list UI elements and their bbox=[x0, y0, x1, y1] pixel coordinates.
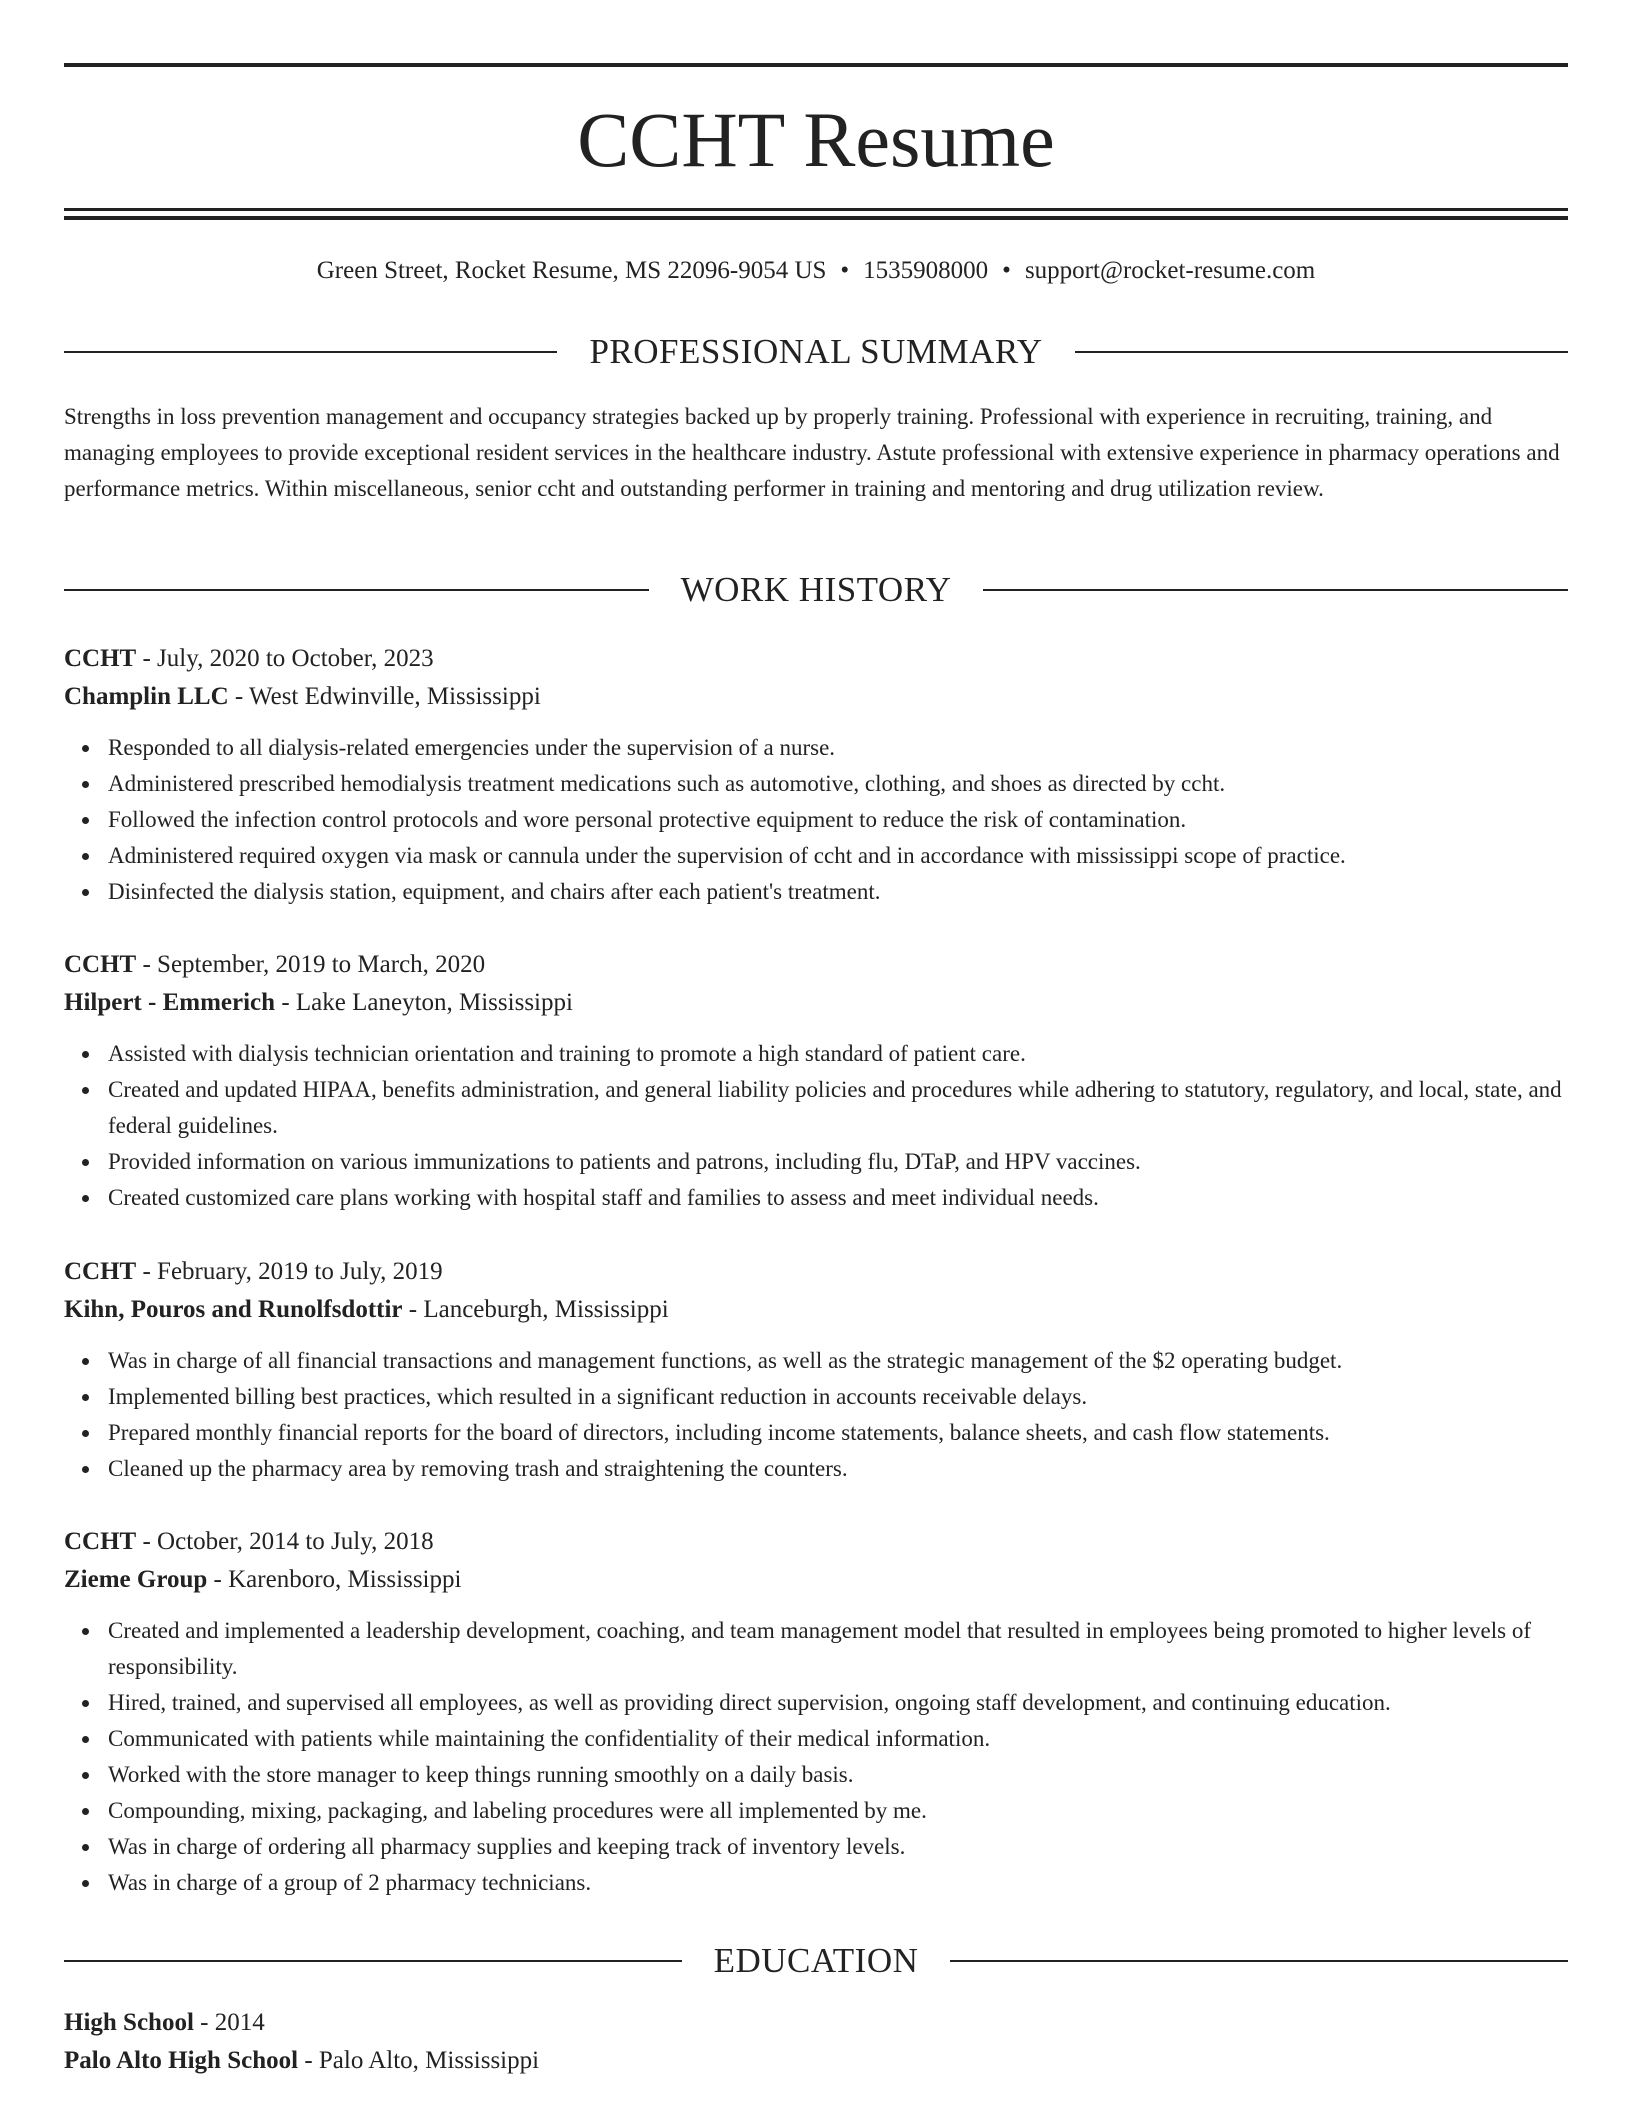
section-header-work-history bbox=[64, 565, 1568, 615]
job-bullet: Created and implemented a leadership development, coaching, and team management model that resulted in employees being promoted to higher levels of responsibility. bbox=[108, 1613, 1568, 1685]
job-bullet: Prepared monthly financial reports for the board of directors, including income statements, balance sheets, and cash flow statements. bbox=[108, 1415, 1568, 1451]
job-role: CCHT bbox=[64, 1528, 137, 1555]
job-bullet: Followed the infection control protocols and wore personal protective equipment to reduce the risk of contamination. bbox=[108, 802, 1568, 838]
job-dates: - July, 2020 to October, 2023 bbox=[136, 645, 434, 672]
section-title-summary: PROFESSIONAL SUMMARY bbox=[589, 332, 1043, 371]
contact-line bbox=[64, 253, 1568, 289]
education-school-line bbox=[64, 2042, 1568, 2080]
job-role: CCHT bbox=[64, 1258, 137, 1285]
job-company: Kihn, Pouros and Runolfsdottir bbox=[64, 1296, 403, 1323]
education-degree-line bbox=[64, 2004, 1568, 2042]
education-year: - 2014 bbox=[193, 2009, 265, 2036]
resume-title: CCHT Resume bbox=[577, 96, 1055, 183]
job-dates: - February, 2019 to July, 2019 bbox=[136, 1258, 443, 1285]
job-company: Hilpert - Emmerich bbox=[64, 989, 276, 1016]
job-bullet: Compounding, mixing, packaging, and labeling procedures were all implemented by me. bbox=[108, 1793, 1568, 1829]
section-rule-left bbox=[64, 1960, 682, 1962]
job-bullets bbox=[64, 1343, 1568, 1487]
section-title-work-history: WORK HISTORY bbox=[680, 570, 952, 609]
job-role: CCHT bbox=[64, 645, 137, 672]
section-rule-right bbox=[983, 589, 1568, 591]
job-bullets bbox=[64, 1036, 1568, 1216]
contact-separator: • bbox=[840, 257, 850, 284]
header-double-rule-upper bbox=[64, 208, 1568, 211]
job-bullet: Created and updated HIPAA, benefits administration, and general liability policies and procedures while adhering to statutory, regulatory, and local, state, and federal guidelines. bbox=[108, 1072, 1568, 1144]
job-entry-2 bbox=[64, 946, 1568, 1216]
job-bullet: Created customized care plans working with hospital staff and families to assess and meet individual needs. bbox=[108, 1180, 1568, 1216]
contact-email: support@rocket-resume.com bbox=[1024, 257, 1316, 284]
job-bullet: Administered prescribed hemodialysis treatment medications such as automotive, clothing, and shoes as directed by ccht. bbox=[108, 766, 1568, 802]
header-double-rule-lower bbox=[64, 216, 1568, 220]
job-entry-3 bbox=[64, 1253, 1568, 1487]
job-bullet: Worked with the store manager to keep things running smoothly on a daily basis. bbox=[108, 1757, 1568, 1793]
job-role-line bbox=[64, 1523, 1568, 1561]
job-company: Champlin LLC bbox=[64, 683, 229, 710]
job-location: - Lanceburgh, Mississippi bbox=[402, 1296, 669, 1323]
job-bullet: Provided information on various immunizations to patients and patrons, including flu, DTaP, and HPV vaccines. bbox=[108, 1144, 1568, 1180]
section-rule-right bbox=[950, 1960, 1568, 1962]
job-role-line bbox=[64, 946, 1568, 984]
job-bullet: Implemented billing best practices, which resulted in a significant reduction in accounts receivable delays. bbox=[108, 1379, 1568, 1415]
job-bullet: Was in charge of ordering all pharmacy supplies and keeping track of inventory levels. bbox=[108, 1829, 1568, 1865]
job-location: - West Edwinville, Mississippi bbox=[228, 683, 541, 710]
job-bullets bbox=[64, 1613, 1568, 1901]
job-role-line bbox=[64, 640, 1568, 678]
job-bullet: Administered required oxygen via mask or cannula under the supervision of ccht and in accordance with mississippi scope of practice. bbox=[108, 838, 1568, 874]
section-header-summary bbox=[64, 327, 1568, 377]
section-rule-right bbox=[1075, 351, 1568, 353]
section-header-education bbox=[64, 1936, 1568, 1986]
section-rule-left bbox=[64, 589, 649, 591]
job-location: - Karenboro, Mississippi bbox=[207, 1566, 462, 1593]
job-company-line bbox=[64, 984, 1568, 1022]
header-top-rule bbox=[64, 63, 1568, 67]
contact-separator: • bbox=[1002, 257, 1011, 284]
job-location: - Lake Laneyton, Mississippi bbox=[275, 989, 573, 1016]
job-bullet: Was in charge of a group of 2 pharmacy technicians. bbox=[108, 1865, 1568, 1901]
summary-text: Strengths in loss prevention management and occupancy strategies backed up by properly training. Professional with experience in recruiting, training, and managing employees to provide exceptional resident services in the healthcare industry. Astute professional with extensive experience in pharmacy operations and performance metrics. Within miscellaneous, senior ccht and outstanding performer in training and mentoring and drug utilization review. bbox=[64, 404, 1560, 501]
job-bullet: Communicated with patients while maintaining the confidentiality of their medical information. bbox=[108, 1721, 1568, 1757]
section-rule-left bbox=[64, 351, 557, 353]
education-location: - Palo Alto, Mississippi bbox=[298, 2047, 540, 2074]
job-bullet: Disinfected the dialysis station, equipment, and chairs after each patient's treatment. bbox=[108, 874, 1568, 910]
job-role-line bbox=[64, 1253, 1568, 1291]
job-company-line bbox=[64, 678, 1568, 716]
job-entry-1 bbox=[64, 640, 1568, 910]
job-dates: - October, 2014 to July, 2018 bbox=[136, 1528, 434, 1555]
job-bullet: Responded to all dialysis-related emergencies under the supervision of a nurse. bbox=[108, 730, 1568, 766]
section-title-education: EDUCATION bbox=[713, 1941, 919, 1980]
job-bullet: Cleaned up the pharmacy area by removing trash and straightening the counters. bbox=[108, 1451, 1568, 1487]
job-company-line bbox=[64, 1561, 1568, 1599]
education-school: Palo Alto High School bbox=[64, 2047, 299, 2074]
education-entry bbox=[64, 2004, 1568, 2080]
contact-address: Green Street, Rocket Resume, MS 22096-9054 US bbox=[316, 257, 827, 284]
job-company-line bbox=[64, 1291, 1568, 1329]
job-entry-4 bbox=[64, 1523, 1568, 1901]
job-company: Zieme Group bbox=[64, 1566, 208, 1593]
job-role: CCHT bbox=[64, 951, 137, 978]
contact-phone: 1535908000 bbox=[863, 257, 989, 284]
job-bullet: Assisted with dialysis technician orientation and training to promote a high standard of patient care. bbox=[108, 1036, 1568, 1072]
education-degree: High School bbox=[64, 2009, 194, 2036]
job-bullet: Hired, trained, and supervised all employees, as well as providing direct supervision, ongoing staff development, and continuing education. bbox=[108, 1685, 1568, 1721]
job-bullet: Was in charge of all financial transactions and management functions, as well as the strategic management of the $2 operating budget. bbox=[108, 1343, 1568, 1379]
job-bullets bbox=[64, 730, 1568, 910]
job-dates: - September, 2019 to March, 2020 bbox=[136, 951, 486, 978]
